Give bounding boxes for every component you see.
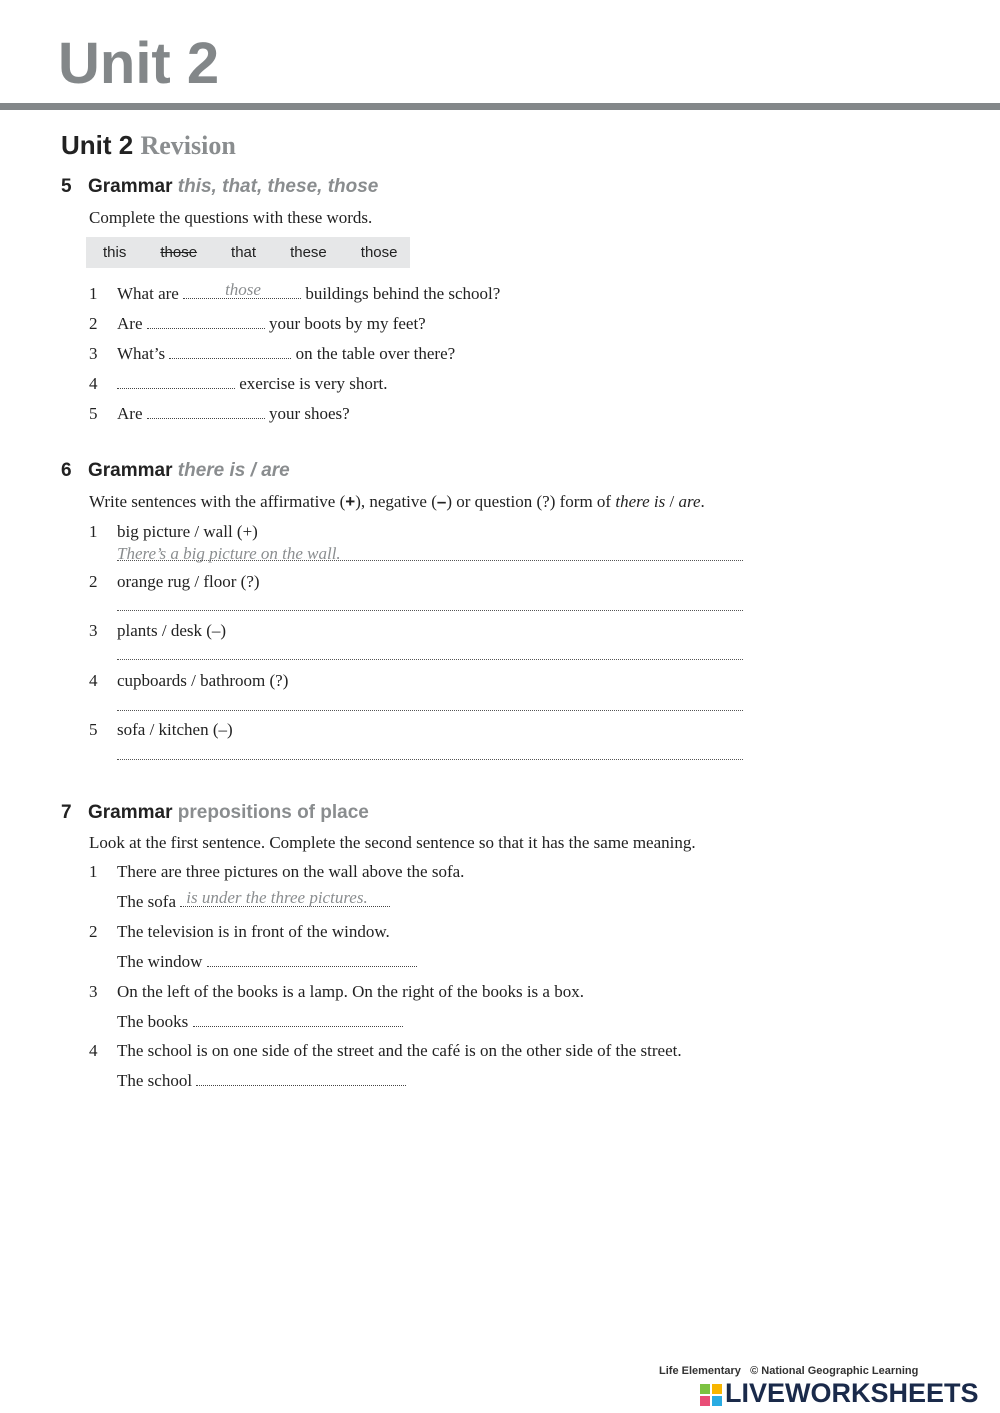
answer-line[interactable] <box>117 560 743 561</box>
section-6-number: 6 <box>61 460 72 481</box>
item-number: 1 <box>89 522 98 541</box>
answer-text: There’s a big picture on the wall. <box>117 544 341 563</box>
plus-sign: + <box>345 492 356 511</box>
section-7-heading <box>61 802 369 824</box>
slash: / <box>669 492 675 511</box>
s7-item-1 <box>0 862 1000 922</box>
item-text: Are <box>117 404 143 423</box>
there-is-italic: there is <box>615 492 666 511</box>
item-text: buildings behind the school? <box>305 284 501 303</box>
section-5-number: 5 <box>61 176 72 197</box>
item-number: 1 <box>89 862 98 881</box>
item-start: The sofa <box>117 892 177 911</box>
revision-title <box>61 130 236 161</box>
item-start: The school <box>117 1071 193 1090</box>
answer-text: those <box>225 280 261 299</box>
item-number: 2 <box>89 922 98 941</box>
item-number: 3 <box>89 344 98 363</box>
item-sentence: On the left of the books is a lamp. On the right of the books is a box. <box>117 982 584 1001</box>
word-box-word-used: those <box>160 244 198 261</box>
item-number: 3 <box>89 621 98 640</box>
answer-blank[interactable] <box>193 1012 403 1027</box>
s6-item-1 <box>0 522 1000 567</box>
answer-text: is under the three pictures. <box>186 888 368 907</box>
liveworksheets-logo[interactable] <box>700 1378 979 1409</box>
s7-item-4 <box>0 1041 1000 1101</box>
word-box-word: those <box>360 244 398 261</box>
section-5-focus: this, that, these, those <box>177 176 379 197</box>
section-7-label: Grammar <box>88 802 173 823</box>
answer-line[interactable] <box>117 710 743 711</box>
section-6-label: Grammar <box>88 460 173 481</box>
item-number: 4 <box>89 1041 98 1060</box>
answer-blank[interactable] <box>180 888 390 907</box>
instruction-part: ), negative ( <box>355 492 437 511</box>
answer-blank[interactable] <box>147 314 265 329</box>
answer-line[interactable] <box>117 659 743 660</box>
item-text: exercise is very short. <box>239 374 388 393</box>
section-6-heading <box>61 460 290 482</box>
answer-blank[interactable] <box>183 280 301 299</box>
item-sentence: The school is on one side of the street and the café is on the other side of the street. <box>117 1041 682 1060</box>
word-box-word: these <box>290 244 327 261</box>
section-7-focus: prepositions of place <box>177 802 369 823</box>
answer-line[interactable] <box>117 610 743 611</box>
instruction-part: ) or question (?) form of <box>446 492 612 511</box>
logo-text: LIVEWORKSHEETS <box>725 1378 979 1408</box>
logo-squares-icon <box>700 1384 722 1406</box>
answer-line[interactable] <box>117 759 743 760</box>
section-5-label: Grammar <box>88 176 173 197</box>
unit-title: Unit 2 <box>58 31 220 96</box>
section-6-focus: there is / are <box>177 460 290 481</box>
item-prompt: sofa / kitchen (–) <box>117 720 233 739</box>
section-7-number: 7 <box>61 802 72 823</box>
item-number: 1 <box>89 284 98 303</box>
item-start: The books <box>117 1012 189 1031</box>
item-text: on the table over there? <box>295 344 456 363</box>
s7-item-3 <box>0 982 1000 1042</box>
section-6-instruction <box>89 492 705 512</box>
s6-item-2 <box>0 572 1000 617</box>
header-rule <box>0 103 1000 110</box>
s6-item-5 <box>0 720 1000 765</box>
item-prompt: big picture / wall (+) <box>117 522 258 541</box>
item-prompt: cupboards / bathroom (?) <box>117 671 289 690</box>
item-prompt: plants / desk (–) <box>117 621 227 640</box>
s7-item-2 <box>0 922 1000 982</box>
instruction-part: Write sentences with the affirmative ( <box>89 492 346 511</box>
item-number: 2 <box>89 314 98 333</box>
footer-copyright: © National Geographic Learning <box>750 1365 919 1377</box>
footer-book: Life Elementary <box>659 1365 741 1377</box>
item-number: 5 <box>89 720 98 739</box>
section-5-instruction: Complete the questions with these words. <box>89 208 373 227</box>
word-box-word: that <box>231 244 257 261</box>
section-5-heading <box>61 176 378 198</box>
section-7-instruction: Look at the first sentence. Complete the second sentence so that it has the same meaning. <box>89 833 696 852</box>
item-number: 4 <box>89 374 98 393</box>
period: . <box>700 492 705 511</box>
item-sentence: There are three pictures on the wall above the sofa. <box>117 862 465 881</box>
answer-blank[interactable] <box>196 1071 406 1086</box>
s6-item-4 <box>0 671 1000 716</box>
answer-blank[interactable] <box>207 952 417 967</box>
item-sentence: The television is in front of the window. <box>117 922 390 941</box>
word-box <box>86 237 410 268</box>
item-text: What are <box>117 284 179 303</box>
revision-unit: Unit 2 <box>61 130 134 160</box>
answer-blank[interactable] <box>169 344 291 359</box>
item-text: What’s <box>117 344 166 363</box>
word-box-word: this <box>103 244 127 261</box>
s6-item-3 <box>0 621 1000 666</box>
answer-blank[interactable] <box>117 374 235 389</box>
answer-blank[interactable] <box>147 404 265 419</box>
item-text: Are <box>117 314 143 333</box>
item-text: your boots by my feet? <box>268 314 426 333</box>
are-italic: are <box>678 492 701 511</box>
minus-sign: – <box>436 492 447 511</box>
item-number: 5 <box>89 404 98 423</box>
revision-word: Revision <box>140 131 236 160</box>
item-text: your shoes? <box>268 404 350 423</box>
item-prompt: orange rug / floor (?) <box>117 572 260 591</box>
item-start: The window <box>117 952 203 971</box>
item-number: 4 <box>89 671 98 690</box>
item-number: 3 <box>89 982 98 1001</box>
footer-credit <box>659 1365 918 1377</box>
item-number: 2 <box>89 572 98 591</box>
